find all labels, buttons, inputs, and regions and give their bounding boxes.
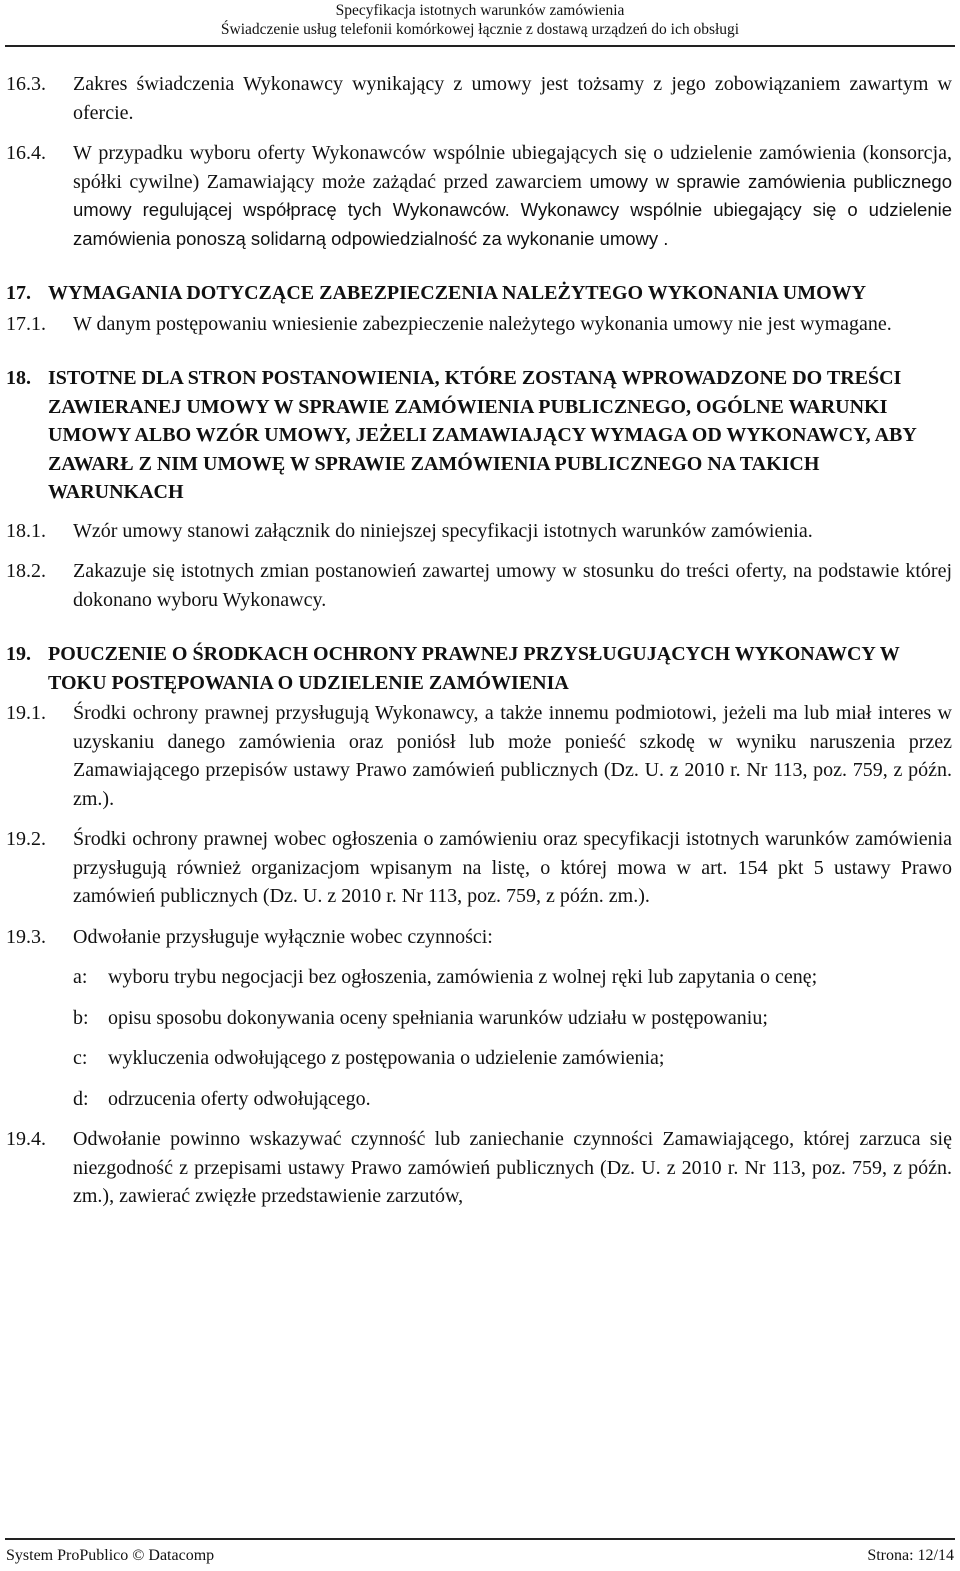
paragraph-text: Środki ochrony prawnej przysługują Wykonawcy, a także innemu podmiotowi, jeżeli ma lub miał interes w uzyskaniu danego zamówienia oraz poniósł lub może ponieść szkodę w wyniku naruszenia przez Zamawiającego przepisów ustawy Prawo zamówień publicznych (Dz. U. z 2010 r. Nr 113, poz. 759, z późn. zm.). (73, 702, 952, 810)
paragraph-number: 18.2. (6, 560, 46, 582)
section-heading-18 (6, 364, 952, 507)
paragraph-16-4 (6, 139, 952, 253)
list-item-d (73, 1085, 952, 1114)
paragraph-text-part: W przypadku wyboru oferty Wykonawców wspólnie ubiegających się o udzielenie zamówienia (konsorcja, spółki cywilne) Zamawiający może zażądać przed zawarciem (73, 142, 952, 193)
header-divider (5, 45, 955, 47)
paragraph-number: 17.1. (6, 312, 46, 335)
section-number: 19. (6, 643, 31, 665)
footer-system-name: System ProPublico © Datacomp (6, 1547, 215, 1564)
paragraph-number: 16.3. (6, 73, 46, 95)
footer-page-number: Strona: 12/14 (867, 1547, 954, 1564)
list-item-text: odrzucenia oferty odwołującego. (108, 1087, 371, 1110)
list-item-label: b: (73, 1006, 89, 1029)
section-number: 17. (6, 282, 31, 304)
header-title: Specyfikacja istotnych warunków zamówienia (335, 2, 625, 19)
header-subtitle: Świadczenie usług telefonii komórkowej łącznie z dostawą urządzeń do ich obsługi (220, 21, 740, 38)
list-item-text: wykluczenia odwołującego z postępowania o udzielenie zamówienia; (108, 1047, 665, 1069)
page-footer (6, 1546, 954, 1566)
paragraph-number: 19.4. (6, 1128, 46, 1150)
paragraph-19-2 (6, 825, 952, 911)
list-item-c (73, 1044, 952, 1073)
section-title: POUCZENIE O ŚRODKACH OCHRONY PRAWNEJ PRZYSŁUGUJĄCYCH WYKONAWCY W TOKU POSTĘPOWANIA O UDZIELENIE ZAMÓWIENIA (48, 643, 900, 694)
page-header (0, 0, 960, 39)
section-heading-19 (6, 640, 952, 697)
section-title: ISTOTNE DLA STRON POSTANOWIENIA, KTÓRE ZOSTANĄ WPROWADZONE DO TREŚCI ZAWIERANEJ UMOWY W SPRAWIE ZAMÓWIENIA PUBLICZNEGO, OGÓLNE WARUNKI UMOWY ALBO WZÓR UMOWY, JEŻELI ZAMAWIAJĄCY WYMAGA OD WYKONAWCY, ABY ZAWARŁ Z NIM UMOWĘ W SPRAWIE ZAMÓWIENIA PUBLICZNEGO NA TAKICH WARUNKACH (48, 367, 917, 503)
list-item-text: opisu sposobu dokonywania oceny spełniania warunków udziału w postępowaniu; (108, 1006, 768, 1029)
paragraph-17-1 (6, 310, 952, 339)
list-item-label: c: (73, 1047, 88, 1069)
footer-divider (5, 1538, 955, 1540)
paragraph-text-part-sans: Wykonawcy wspólnie ubiegający się o udzielenie zamówienia ponoszą solidarną odpowiedzialność za wykonanie umowy . (73, 199, 953, 249)
list-item-b (73, 1004, 952, 1033)
paragraph-text: Odwołanie powinno wskazywać czynność lub zaniechanie czynności Zamawiającego, której zarzuca się niezgodność z przepisami ustawy Prawo zamówień publicznych (Dz. U. z 2010 r. Nr 113, poz. 759, z późn. zm.), zawierać zwięzłe przedstawienie zarzutów, (73, 1128, 952, 1207)
paragraph-number: 16.4. (6, 142, 46, 164)
paragraph-text: Zakazuje się istotnych zmian postanowień zawartej umowy w stosunku do treści oferty, na podstawie której dokonano wyboru Wykonawcy. (73, 560, 952, 611)
paragraph-number: 19.3. (6, 925, 46, 948)
section-title: WYMAGANIA DOTYCZĄCE ZABEZPIECZENIA NALEŻYTEGO WYKONANIA UMOWY (48, 282, 867, 304)
paragraph-text: W danym postępowaniu wniesienie zabezpieczenie należytego wykonania umowy nie jest wymagane. (73, 312, 892, 335)
section-number: 18. (6, 367, 31, 389)
document-body (6, 70, 952, 1211)
paragraph-number: 19.1. (6, 702, 46, 724)
paragraph-19-1 (6, 699, 952, 813)
paragraph-18-2 (6, 557, 952, 614)
paragraph-text: Zakres świadczenia Wykonawcy wynikający z umowy jest tożsamy z jego zobowiązaniem zawartym w ofercie. (73, 73, 952, 124)
paragraph-text-part-sans: umowy w sprawie zamówienia publicznego umowy regulującej współpracę tych Wykonawców. (73, 170, 952, 220)
list-item-label: d: (73, 1087, 89, 1110)
section-heading-17 (6, 279, 952, 308)
paragraph-number: 18.1. (6, 519, 46, 542)
list-item-label: a: (73, 966, 88, 988)
list-item-a (73, 963, 952, 992)
paragraph-18-1 (6, 517, 952, 546)
list-item-text: wyboru trybu negocjacji bez ogłoszenia, zamówienia z wolnej ręki lub zapytania o cenę; (108, 966, 818, 988)
paragraph-16-3 (6, 70, 952, 127)
paragraph-text: Środki ochrony prawnej wobec ogłoszenia o zamówieniu oraz specyfikacji istotnych warunków zamówienia przysługują również organizacjom wpisanym na listę, o której mowa w art. 154 pkt 5 ustawy Prawo zamówień publicznych (Dz. U. z 2010 r. Nr 113, poz. 759, z późn. zm.). (73, 828, 952, 907)
paragraph-text: Odwołanie przysługuje wyłącznie wobec czynności: (73, 925, 493, 948)
paragraph-text (73, 139, 952, 253)
paragraph-19-3 (6, 923, 952, 952)
paragraph-19-4 (6, 1125, 952, 1211)
paragraph-number: 19.2. (6, 828, 46, 850)
paragraph-text: Wzór umowy stanowi załącznik do niniejszej specyfikacji istotnych warunków zamówienia. (73, 519, 813, 542)
